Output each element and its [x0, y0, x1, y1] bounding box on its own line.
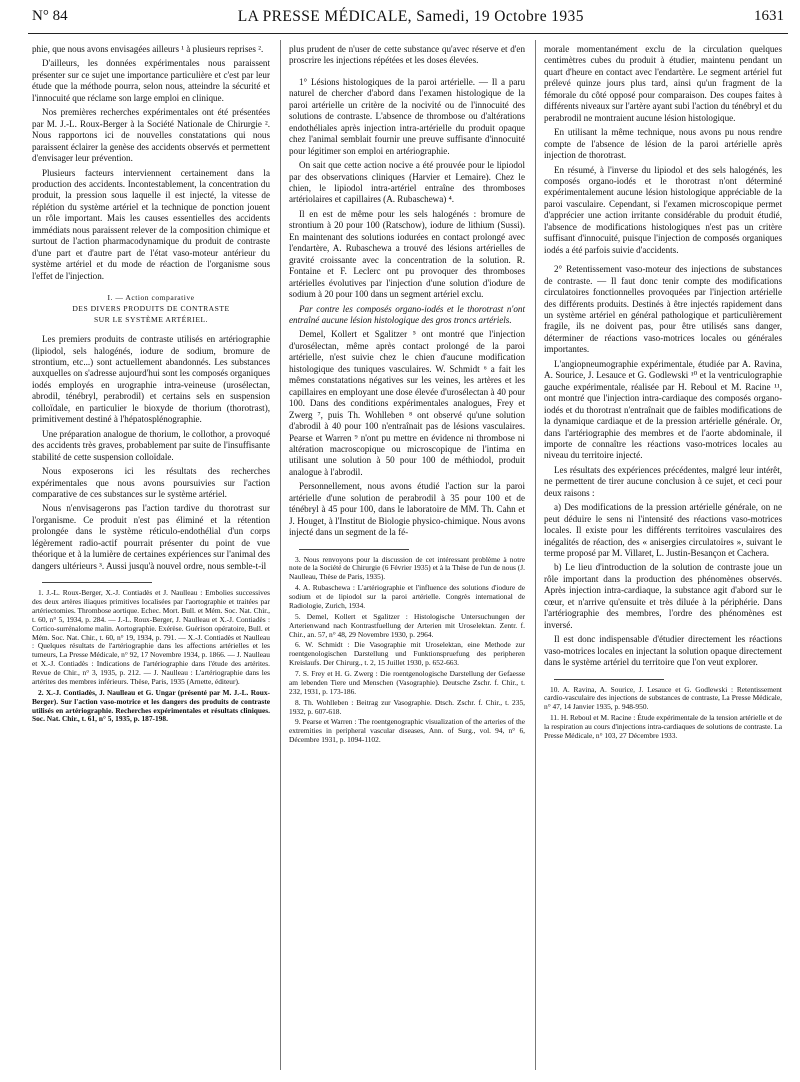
- paragraph: Il est donc indispensable d'étudier directement les réactions vaso-motrices locales en injectant la solution opaque directement dans le système artériel du territoire que l'on veut explorer.: [544, 634, 782, 668]
- column-middle: [289, 44, 525, 747]
- paragraph: phie, que nous avons envisagées ailleurs ¹ à plusieurs reprises ².: [32, 44, 264, 54]
- paragraph: Nos premières recherches expérimentales ont été présentées par M. J.-L. Roux-Berger à la Société Nationale de Chirurgie ². Nous rapportons ici de nouvelles constatations qui nous paraissent éclairer la genèse des accidents observés et permettent d'envisager leur prévention.: [32, 107, 270, 164]
- footnote: 9. Pearse et Warren : The roentgenographic visualization of the arteries of the extremities in peripheral vascular diseases, Ann. of Surg., vol. 94, n° 6, Décembre 1931, p. 1094-1102.: [289, 717, 525, 745]
- paragraph: En utilisant la même technique, nous avons pu nous rendre compte de l'absence de lésion de la paroi artérielle après injection de thorotrast.: [544, 127, 782, 161]
- paragraph: Nous n'envisagerons pas l'action tardive du thorotrast sur l'organisme. Ce produit n'est pas éliminé et la rétention prolongée dans le système réticulo-endothélial d'un corps légèrement radio-actif pourrait présenter du point de vue théorique et à la lumière de certaines expériences sur l'animal des dangers ultérieurs ³. Aussi jusqu'à nouvel ordre, nous semble-t-il: [32, 503, 270, 571]
- paragraph: b) Le lieu d'introduction de la solution de contraste joue un rôle important dans la production des phénomènes observés. Après injection intra-cardiaque, la substance agit d'abord sur le cœur, et n'arrive qu'ensuite et très diluée à la périphérie. Dans l'artériographie des membres, l'ordre des phénomènes est inversé.: [544, 562, 782, 630]
- journal-title: LA PRESSE MÉDICALE, Samedi, 19 Octobre 1935: [237, 7, 584, 25]
- paragraph: morale momentanément exclu de la circulation quelques centimètres cubes du produit à étudier, maintenu pendant un quart d'heure en contact avec l'endartère. Le segment artériel fut prélevé quinze jours plus tard, ainsi qu'un fragment de la fémorale du côté opposé pour comparaison. Des coupes faites à différents niveaux sur l'artère ayant subi l'action du ténébryl et du perabrodil ne montraient aucune lésion histologique.: [544, 44, 782, 123]
- footnote: 3. Nous renvoyons pour la discussion de cet intéressant problème à notre note de la Société de Chirurgie (6 Février 1935) et à la Thèse de l'un de nous (J. Naulleau, Thèse de Paris, 1935).: [289, 554, 525, 582]
- column-divider: [280, 40, 281, 1070]
- footnote: 5. Demel, Kollert et Sgalitzer : Histologische Untersuchungen der Arterienwand nach Kontrastfuellung der Arterien mit Uroselektan. Zentr. f. Chir., an. 57, n° 48, 29 Novembre 1930, p. 2964.: [289, 611, 525, 639]
- paragraph: D'ailleurs, les données expérimentales nous paraissent présenter sur ce sujet une importance particulière et c'est par leur étude que la méthode pourra, selon nous, atteindre la sécurité et l'innocuité que réclame son large emploi en clinique.: [32, 58, 270, 103]
- footnote: 1. J.-L. Roux-Berger, X.-J. Contiadès et J. Naulleau : Embolies successives des deux artères iliaques primitives localisées par l'aortographie et traitées par artériectomies. Thrombose aortique. Echec. Mort. Bull. et Mém. Soc. Nat. Chir., t. 60, n° 5, 1934, p. 284. — J.-L. Roux-Berger, J. Naulleau et X.-J. Contiadès : Cortico-surrénalome malin. Aortographie. Exérèse. Guérison opératoire, Bull. et Mém. Soc. Nat. Chir., t. 60, n° 19, 1934, p. 791. — X.-J. Contiadès et Naulleau : Quelques résultats de l'artériographie dans les affections artérielles et les tumeurs, La Presse Médicale, n° 92, 17 Novembre 1934, p. 1866. — J. Naulleau et X.-J. Contiadès : Indications de l'artériographie dans l'étude des artérites. Revue de Chir., n° 3, 1935, p. 212. — J. Naulleau : L'artériographie dans les artérites des membres inférieurs. Thèse, Paris, 1935 (Arnette, éditeur).: [32, 588, 270, 686]
- paragraph: En résumé, à l'inverse du lipiodol et des sels halogénés, les composés organo-iodés et le thorotrast n'ont déterminé expérimentalement aucune lésion histologique appréciable de la paroi vasculaire. Cependant, si l'examen microscopique permet d'apprécier une action irritante considérable du produit étudié, l'absence de modifications histologiques n'est pas un critère suffisant d'innocuité, puisque l'injection de composés organiques iodés a été parfois suivie d'accidents.: [544, 164, 782, 255]
- page-number: 1631: [753, 8, 784, 24]
- section-heading-line: SUR LE SYSTÈME ARTÉRIEL.: [93, 315, 209, 325]
- footnote: 6. W. Schmidt : Die Vasographie mit Uroselektan, eine Methode zur roentgenologischen Darstellung und Funktionspruefung des peripheren Kreislaufs. Der Chirurg., t. 2, 15 Juillet 1930, p. 652-663.: [289, 640, 525, 668]
- footnote: 7. S. Frey et H. G. Zwerg : Die roentgenologische Darstellung der Gefaesse am lebenden Tiere und Menschen (Vasographie). Deutsche Zschr. f. Chir., t. 232, 1931, p. 173-186.: [289, 669, 525, 696]
- paragraph: Plusieurs facteurs interviennent certainement dans la production des accidents. Incontestablement, la concentration du produit, la pression sous laquelle il est injecté, la vitesse de réplétion du système artériel et la technique de ponction jouent un rôle important. Mais les causes essentielles des accidents immédiats nous paraissent relever de la composition chimique et surtout de l'action pharmacodynamique du produit de contraste d'une part et d'autre part de l'état vaso-moteur antérieur du système artériel et du mode de réaction de l'organisme sous l'effet de l'injection.: [32, 167, 270, 281]
- issue-number: N° 84: [32, 8, 68, 24]
- paragraph: Nous exposerons ici les résultats des recherches expérimentales que nous avons poursuivies sur l'action comparative de ces substances sur le système artériel.: [32, 466, 270, 499]
- page-header: [28, 0, 788, 34]
- paragraph: Une préparation analogue de thorium, le collothor, a provoqué des accidents très graves, probablement par suite de l'insuffisante stabilité de cette suspension colloïdale.: [32, 428, 270, 462]
- footnote: 2. X.-J. Contiadès, J. Naulleau et G. Ungar (présenté par M. J.-L. Roux-Berger). Sur l'action vaso-motrice et les dangers des produits de contraste utilisés en artériographie. Recherches expérimentales et résultats cliniques. Soc. Nat. Chir., t. 61, n° 5, 1935, p. 187-198.: [32, 687, 270, 724]
- paragraph: On sait que cette action nocive a été prouvée pour le lipiodol par des observations cliniques (Harvier et Lemaire). Chez le chien, le lipiodol intra-artériel entraîne des thromboses artériolaires et capillaires (A. Rubaschewa) ⁴.: [289, 160, 525, 205]
- section-heading-line: I. — Action comparative: [107, 293, 195, 303]
- column-left: [32, 44, 270, 726]
- paragraph: a) Des modifications de la pression artérielle générale, on ne peut déduire le sens ni l'intensité des réactions vaso-motrices locales. Il existe pour les différents territoires vasculaires des inégalités de réaction, des « anisergies circulatoires », suivant le terme proposé par M. Villaret, L. Justin-Besançon et Cachera.: [544, 502, 782, 559]
- paragraph: Les premiers produits de contraste utilisés en artériographie (lipiodol, sels halogénés, iodure de sodium, bromure de strontium, etc...) sont actuellement abandonnés. Les substances auxquelles on s'adresse aujourd'hui sont les composés organiques iodés employés en urographie intra-veineuse (urosélectan, abrodil, ténébryl, perabrodil) et certains sels en suspension colloïdale, en particulier le bioxyde de thorium (thorotrast), primitivement destiné à l'hépatosplénographie.: [32, 334, 270, 425]
- column-divider: [535, 40, 536, 1070]
- footnote-divider: [554, 679, 664, 680]
- paragraph: Il en est de même pour les sels halogénés : bromure de strontium à 20 pour 100 (Ratschow), iodure de lithium (Sussi). En maintenant des solutions iodurées en contact prolongé avec l'endartère, A. Rubaschewa a trouvé des lésions artérielles de gravité croissante avec la concentration de la solution. R. Fontaine et F. Leclerc ont pu provoquer des thromboses artérielles évolutives par l'injection d'une solution d'iodure de sodium à 20 pour 100 dans un segment artériel exclu.: [289, 208, 525, 300]
- paragraph: Les résultats des expériences précédentes, malgré leur intérêt, ne permettent de tirer aucune conclusion à ce sujet, et ceci pour deux raisons :: [544, 464, 782, 498]
- footnote-divider: [42, 582, 152, 583]
- footnote: 11. H. Reboul et M. Racine : Étude expérimentale de la tension artérielle et de la respiration au cours d'injections intra-cardiaques de solutions de contraste. La Presse Médicale, n° 103, 27 Décembre 1933.: [544, 713, 782, 740]
- section-heading-line: DES DIVERS PRODUITS DE CONTRASTE: [72, 304, 230, 314]
- footnote: 10. A. Ravina, A. Sourice, J. Lesauce et G. Godlewski : Retentissement cardio-vasculaire des injections de substances de contraste, La Presse Médicale, n° 47, 14 Janvier 1935, p. 948-950.: [544, 684, 782, 712]
- paragraph: L'angiopneumographie expérimentale, étudiée par A. Ravina, A. Sourice, J. Lesauce et G. Godlewski ¹⁰ et la ventriculographie gauche expérimentale, réalisée par H. Reboul et M. Racine ¹¹, ont montré que l'injection intra-cardiaque des composés organo-iodés et du thorotrast n'entraînait que de faibles modifications de la dynamique cardiaque et de la pression artérielle générale. Or, dans l'artériographie des membres et de l'aorte abdominale, il importe de connaître les réactions vaso-motrices locales au niveau du territoire injecté.: [544, 358, 782, 461]
- footnote: 8. Th. Wohlleben : Beitrag zur Vasographie. Dtsch. Zschr. f. Chir., t. 235, 1932, p. 607-618.: [289, 697, 525, 716]
- section-heading: [32, 292, 270, 325]
- footnote-divider: [299, 549, 409, 550]
- column-right: [544, 44, 782, 743]
- paragraph: plus prudent de n'user de cette substance qu'avec réserve et d'en proscrire les injections répétées et les doses élevées.: [289, 44, 525, 66]
- footnote: 4. A. Rubaschewa : L'artériographie et l'influence des solutions d'iodure de sodium et de lipiodol sur la paroi artérielle. Congrès international de Radiologie, Zurich, 1934.: [289, 583, 525, 610]
- paragraph: Demel, Kollert et Sgalitzer ⁵ ont montré que l'injection d'urosélectan, même après contact prolongé de la paroi artérielle, n'est suivie chez le chien d'aucune modification histologique des tuniques vasculaires. W. Schmidt ⁶ a fait les mêmes constatations négatives sur les veines, les artères et les capillaires en employant une dose élevée d'urosélectan à 40 pour 100. Dans des conditions expérimentales analogues, Frey et Zwerg ⁷, puis Th. Wohlleben ⁸ ont observé qu'une solution d'abrodil à 40 pour 100 n'entraînait pas de lésions vasculaires. Pearse et Warren ⁹ n'ont pu mettre en évidence ni thrombose ni altération macroscopique ou microscopique de l'intima en utilisant une solution à 50 pour 100 de méthiodol, produit analogue à l'abrodil.: [289, 329, 525, 477]
- paragraph: Personnellement, nous avons étudié l'action sur la paroi artérielle d'une solution de perabrodil à 35 pour 100 et de ténébryl à 45 pour 100, dans le laboratoire de MM. Th. Cahn et J. Houget, à l'Institut de Biologie physico-chimique. Nous avons injecté dans un segment de la fé-: [289, 481, 525, 538]
- paragraph: Par contre les composés organo-iodés et le thorotrast n'ont entraîné aucune lésion histologique des gros troncs artériels.: [289, 303, 525, 325]
- paragraph: 1° Lésions histologiques de la paroi artérielle. — Il a paru naturel de chercher d'abord dans l'examen histologique de la paroi artérielle un critère de la nocivité ou de l'innocuité des solutions de contraste. L'absence de thrombose ou d'altérations endothéliales après injection intra-artérielle du produit opaque chez l'animal semblait fournir une preuve suffisante d'innocuité pour légitimer son emploi en artériographie.: [289, 76, 525, 156]
- paragraph: 2° Retentissement vaso-moteur des injections de substances de contraste. — Il faut donc tenir compte des modifications circulatoires fonctionnelles provoquées par l'injection artérielle des différents produits. Destinés à être injectés rapidement dans un système artériel en général pathologique et particulièrement fragile, ils ne doivent pas, pour être utilisés sans danger, déterminer de réactions vaso-motrices locales ou générales importantes.: [544, 264, 782, 355]
